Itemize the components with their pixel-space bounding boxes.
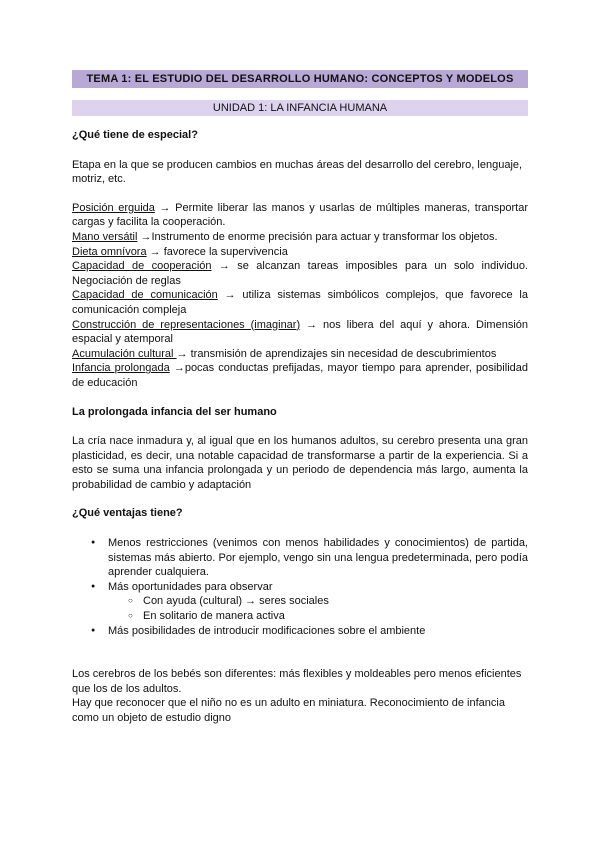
list-item: ● Más posibilidades de introducir modificaciones sobre el ambiente (72, 624, 528, 639)
feature-item (72, 201, 528, 230)
document-title: TEMA 1: EL ESTUDIO DEL DESARROLLO HUMANO: CONCEPTOS Y MODELOS (72, 70, 528, 88)
list-item (72, 580, 528, 624)
closing-paragraph-1: Los cerebros de los bebés son diferentes: más flexibles y moldeables pero menos eficientes que los de los adultos. (72, 668, 522, 695)
feature-term: Dieta omnívora (72, 245, 147, 258)
advantages-list (72, 536, 528, 638)
feature-text: → nos libera del aquí y ahora. Dimensión espacial y atemporal (72, 318, 528, 346)
feature-term: Construcción de representaciones (imaginar) (72, 318, 301, 331)
feature-term: Posición erguida (72, 201, 155, 214)
feature-term: Capacidad de comunicación (72, 289, 218, 302)
list-item-label: Más oportunidades para observar (108, 580, 273, 593)
sub-list (108, 594, 528, 623)
feature-text: → transmisión de aprendizajes sin necesidad de descubrimientos (176, 347, 497, 360)
feature-item (72, 245, 528, 260)
feature-item (72, 347, 528, 362)
feature-text: → se alcanzan tareas imposibles para un solo individuo. Negociación de reglas (72, 260, 528, 287)
feature-list (72, 201, 528, 391)
sub-list-item: ○ Con ayuda (cultural) → seres sociales (72, 594, 528, 609)
infancy-paragraph: La cría nace inmadura y, al igual que en los humanos adultos, su cerebro presenta una gran plasticidad, es decir, una notable capacidad de transformarse a partir de la experiencia. Si a esto se suma una infancia prolongada y un periodo de dependencia más largo, aumenta la probabilidad de cambio y adaptación (72, 435, 528, 491)
feature-text: → favorece la supervivencia (146, 245, 288, 258)
section-heading-special: ¿Qué tiene de especial? (72, 129, 198, 141)
section-heading-infancy: La prolongada infancia del ser humano (72, 405, 277, 418)
feature-term: Acumulación cultural (72, 347, 177, 360)
feature-item (72, 230, 528, 245)
feature-text: → utiliza sistemas simbólicos complejos, que favorece la comunicación compleja (72, 289, 528, 316)
feature-text: →Instrumento de enorme precisión para actuar y transformar los objetos. (137, 230, 498, 243)
feature-term: Capacidad de cooperación (72, 260, 212, 273)
feature-term: Mano versátil (72, 230, 138, 243)
sub-list-item: ○ En solitario de manera activa (72, 609, 528, 624)
feature-text: → Permite liberar las manos y usarlas de múltiples maneras, transportar cargas y facilita la cooperación. (72, 201, 528, 229)
closing-paragraph-2: Hay que reconocer que el niño no es un adulto en miniatura. Reconocimiento de infancia como un objeto de estudio digno (72, 697, 505, 724)
list-item: ● Menos restricciones (venimos con menos habilidades y conocimientos) de partida, sistemas más abierto. Por ejemplo, vengo sin una lengua predeterminada, pero podía aprender cualquiera. (72, 536, 528, 580)
feature-item (72, 361, 528, 390)
feature-term: Infancia prolongada (72, 362, 170, 375)
feature-text: →pocas conductas prefijadas, mayor tiempo para aprender, posibilidad de educación (72, 362, 528, 389)
feature-item (72, 318, 528, 347)
feature-item (72, 288, 528, 317)
unit-heading: UNIDAD 1: LA INFANCIA HUMANA (72, 100, 528, 116)
section-heading-advantages: ¿Qué ventajas tiene? (72, 507, 183, 520)
document-page (72, 70, 528, 726)
intro-paragraph: Etapa en la que se producen cambios en muchas áreas del desarrollo del cerebro, lenguaje, motriz, etc. (72, 158, 523, 186)
feature-item (72, 259, 528, 288)
